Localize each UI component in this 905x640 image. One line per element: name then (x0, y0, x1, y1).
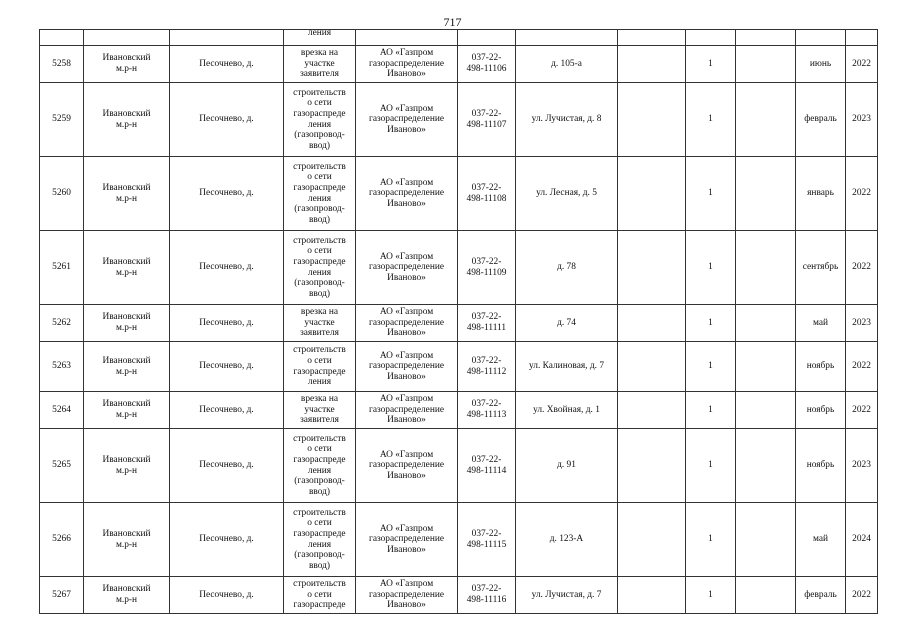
cell-work-type: врезка на участке заявителя (284, 46, 356, 83)
cell-qty: 1 (686, 342, 736, 392)
cell-month: ноябрь (796, 429, 846, 503)
cell-district (84, 30, 170, 46)
cell-district: Ивановский м.р-н (84, 392, 170, 429)
cell-settlement: Песочнево, д. (170, 342, 284, 392)
cell-num: 5262 (40, 305, 84, 342)
cell-qty: 1 (686, 503, 736, 577)
cell-organization: АО «Газпром газораспределение Иваново» (356, 231, 458, 305)
table-row (40, 429, 878, 503)
page-number: 717 (443, 15, 462, 29)
cell-num: 5263 (40, 342, 84, 392)
cell-qty: 1 (686, 392, 736, 429)
cell-district: Ивановский м.р-н (84, 503, 170, 577)
cell-year: 2024 (846, 503, 878, 577)
cell-work-type: строительств о сети газораспреде ления (газопровод- ввод) (284, 83, 356, 157)
cell-year: 2023 (846, 83, 878, 157)
cell-num: 5265 (40, 429, 84, 503)
cell-district: Ивановский м.р-н (84, 429, 170, 503)
cell-address: ул. Лесная, д. 5 (516, 157, 618, 231)
cell-work-type: строительств о сети газораспреде (284, 577, 356, 614)
cell-address (516, 30, 618, 46)
cell-num: 5260 (40, 157, 84, 231)
cell-year: 2022 (846, 392, 878, 429)
cell-month: февраль (796, 83, 846, 157)
cell-year (846, 30, 878, 46)
cell-address: д. 105-а (516, 46, 618, 83)
cell-qty: 1 (686, 305, 736, 342)
cell-code: 037-22- 498-11108 (458, 157, 516, 231)
cell-organization: АО «Газпром газораспределение Иваново» (356, 577, 458, 614)
continuation-row (40, 30, 878, 46)
cell-code (458, 30, 516, 46)
cell-organization: АО «Газпром газораспределение Иваново» (356, 392, 458, 429)
cell-district: Ивановский м.р-н (84, 577, 170, 614)
cell-blank (618, 83, 686, 157)
cell-blank (736, 46, 796, 83)
cell-year: 2022 (846, 157, 878, 231)
cell-num: 5259 (40, 83, 84, 157)
cell-settlement: Песочнево, д. (170, 577, 284, 614)
cell-address: ул. Лучистая, д. 8 (516, 83, 618, 157)
cell-work-type: строительств о сети газораспреде ления (газопровод- ввод) (284, 503, 356, 577)
cell-district: Ивановский м.р-н (84, 83, 170, 157)
cell-address: д. 74 (516, 305, 618, 342)
table-row (40, 83, 878, 157)
cell-num: 5267 (40, 577, 84, 614)
cell-blank (618, 231, 686, 305)
cell-qty: 1 (686, 157, 736, 231)
cell-settlement: Песочнево, д. (170, 305, 284, 342)
cell-organization: АО «Газпром газораспределение Иваново» (356, 342, 458, 392)
cell-district: Ивановский м.р-н (84, 342, 170, 392)
cell-work-type: строительств о сети газораспреде ления (284, 342, 356, 392)
cell-blank (736, 342, 796, 392)
cell-code: 037-22- 498-11114 (458, 429, 516, 503)
cell-year: 2022 (846, 577, 878, 614)
cell-blank (618, 429, 686, 503)
cell-month: ноябрь (796, 342, 846, 392)
cell-blank (618, 503, 686, 577)
table-row (40, 46, 878, 83)
cell-address: д. 78 (516, 231, 618, 305)
cell-blank (736, 577, 796, 614)
table-row (40, 305, 878, 342)
cell-settlement: Песочнево, д. (170, 503, 284, 577)
cell-blank (618, 305, 686, 342)
cell-code: 037-22- 498-11112 (458, 342, 516, 392)
cell-district: Ивановский м.р-н (84, 157, 170, 231)
gas-connection-table (39, 29, 878, 614)
cell-month: июнь (796, 46, 846, 83)
cell-settlement: Песочнево, д. (170, 46, 284, 83)
cell-code: 037-22- 498-11106 (458, 46, 516, 83)
cell-address: д. 123-А (516, 503, 618, 577)
cell-year: 2023 (846, 305, 878, 342)
cell-blank (618, 157, 686, 231)
work-type-tail: ления (307, 29, 332, 38)
cell-organization: АО «Газпром газораспределение Иваново» (356, 305, 458, 342)
cell-num: 5258 (40, 46, 84, 83)
cell-year: 2022 (846, 231, 878, 305)
table-row (40, 577, 878, 614)
cell-month: ноябрь (796, 392, 846, 429)
cell-organization: АО «Газпром газораспределение Иваново» (356, 83, 458, 157)
cell-organization (356, 30, 458, 46)
cell-work-type: врезка на участке заявителя (284, 305, 356, 342)
cell-work-type: строительств о сети газораспреде ления (газопровод- ввод) (284, 231, 356, 305)
cell-year: 2023 (846, 429, 878, 503)
cell-district: Ивановский м.р-н (84, 305, 170, 342)
cell-organization: АО «Газпром газораспределение Иваново» (356, 429, 458, 503)
cell-organization: АО «Газпром газораспределение Иваново» (356, 503, 458, 577)
cell-address: д. 91 (516, 429, 618, 503)
cell-organization: АО «Газпром газораспределение Иваново» (356, 157, 458, 231)
cell-num: 5264 (40, 392, 84, 429)
cell-blank (736, 392, 796, 429)
table-body (40, 30, 878, 614)
cell-settlement: Песочнево, д. (170, 392, 284, 429)
cell-qty (686, 30, 736, 46)
cell-year: 2022 (846, 342, 878, 392)
cell-settlement: Песочнево, д. (170, 157, 284, 231)
cell-qty: 1 (686, 429, 736, 503)
cell-address: ул. Калиновая, д. 7 (516, 342, 618, 392)
cell-num: 5261 (40, 231, 84, 305)
table-row (40, 503, 878, 577)
table-row (40, 392, 878, 429)
cell-num: 5266 (40, 503, 84, 577)
cell-code: 037-22- 498-11107 (458, 83, 516, 157)
cell-blank (736, 83, 796, 157)
cell-qty: 1 (686, 231, 736, 305)
cell-month: май (796, 503, 846, 577)
cell-settlement: Песочнево, д. (170, 231, 284, 305)
cell-blank (736, 231, 796, 305)
cell-blank (618, 30, 686, 46)
cell-work-type: врезка на участке заявителя (284, 392, 356, 429)
cell-code: 037-22- 498-11111 (458, 305, 516, 342)
cell-blank (736, 305, 796, 342)
cell-district: Ивановский м.р-н (84, 231, 170, 305)
cell-code: 037-22- 498-11115 (458, 503, 516, 577)
cell-qty: 1 (686, 83, 736, 157)
cell-district: Ивановский м.р-н (84, 46, 170, 83)
cell-blank (736, 157, 796, 231)
cell-work-type (284, 30, 356, 46)
cell-qty: 1 (686, 577, 736, 614)
cell-month: январь (796, 157, 846, 231)
cell-year: 2022 (846, 46, 878, 83)
cell-settlement: Песочнево, д. (170, 429, 284, 503)
cell-organization: АО «Газпром газораспределение Иваново» (356, 46, 458, 83)
cell-blank (736, 30, 796, 46)
cell-month: февраль (796, 577, 846, 614)
cell-code: 037-22- 498-11109 (458, 231, 516, 305)
table-row (40, 231, 878, 305)
cell-settlement (170, 30, 284, 46)
cell-qty: 1 (686, 46, 736, 83)
cell-month: май (796, 305, 846, 342)
cell-month: сентябрь (796, 231, 846, 305)
cell-work-type: строительств о сети газораспреде ления (газопровод- ввод) (284, 429, 356, 503)
cell-work-type: строительств о сети газораспреде ления (газопровод- ввод) (284, 157, 356, 231)
table-row (40, 157, 878, 231)
cell-blank (618, 46, 686, 83)
cell-address: ул. Хвойная, д. 1 (516, 392, 618, 429)
cell-address: ул. Лучистая, д. 7 (516, 577, 618, 614)
cell-month (796, 30, 846, 46)
cell-blank (618, 392, 686, 429)
cell-code: 037-22- 498-11113 (458, 392, 516, 429)
cell-blank (618, 577, 686, 614)
cell-blank (618, 342, 686, 392)
cell-blank (736, 429, 796, 503)
cell-settlement: Песочнево, д. (170, 83, 284, 157)
table-row (40, 342, 878, 392)
cell-blank (736, 503, 796, 577)
cell-code: 037-22- 498-11116 (458, 577, 516, 614)
cell-num (40, 30, 84, 46)
